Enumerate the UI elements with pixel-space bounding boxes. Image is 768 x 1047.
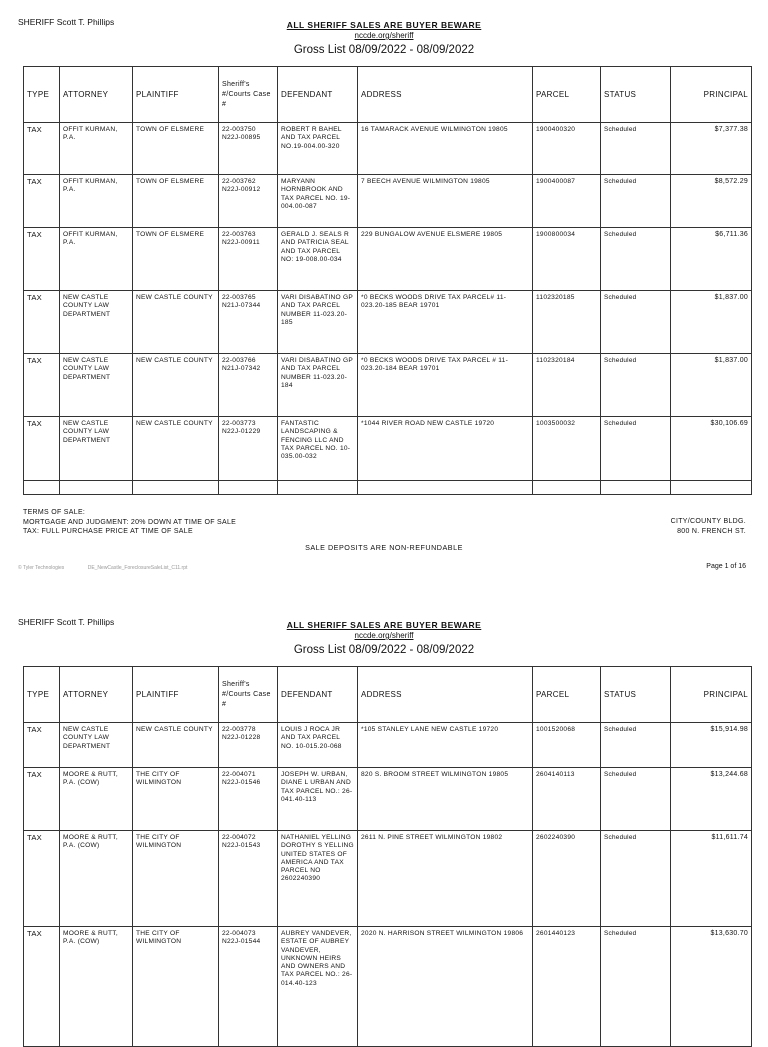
col-status: STATUS <box>601 67 671 123</box>
col-status: STATUS <box>601 667 671 723</box>
cell-principal: $8,572.29 <box>671 175 752 228</box>
cell-address: 229 BUNGALOW AVENUE ELSMERE 19805 <box>358 228 533 291</box>
cell-type: TAX <box>24 354 60 417</box>
col-principal: PRINCIPAL <box>671 667 752 723</box>
col-defendant: DEFENDANT <box>278 67 358 123</box>
terms-of-sale <box>23 508 236 537</box>
table-row <box>24 831 752 927</box>
table-row <box>24 927 752 1047</box>
cell-parcel: 1003500032 <box>533 417 601 481</box>
cell-principal: $7,377.38 <box>671 123 752 175</box>
cell-attorney: NEW CASTLE COUNTY LAW DEPARTMENT <box>60 354 133 417</box>
table-row <box>24 768 752 831</box>
cell-type: TAX <box>24 831 60 927</box>
sheriff-website-link[interactable]: nccde.org/sheriff <box>354 631 414 640</box>
cell-defendant: ROBERT R BAHEL AND TAX PARCEL NO.19-004.00-320 <box>278 123 358 175</box>
cell-plaintiff: THE CITY OF WILMINGTON <box>133 768 219 831</box>
cell-status: Scheduled <box>601 768 671 831</box>
cell-defendant: GERALD J. SEALS R AND PATRICIA SEAL AND TAX PARCEL NO: 19-008.00-034 <box>278 228 358 291</box>
cell-address: 2611 N. PINE STREET WILMINGTON 19802 <box>358 831 533 927</box>
cell-parcel: 1102320185 <box>533 291 601 354</box>
cell-status: Scheduled <box>601 228 671 291</box>
cell-address: 2020 N. HARRISON STREET WILMINGTON 19806 <box>358 927 533 1047</box>
cell-status: Scheduled <box>601 291 671 354</box>
cell-attorney: MOORE & RUTT, P.A. (COW) <box>60 831 133 927</box>
table-row <box>24 123 752 175</box>
cell-case: 22-004072 N22J-01543 <box>219 831 278 927</box>
cell-defendant: FANTASTIC LANDSCAPING & FENCING LLC AND TAX PARCEL NO. 10-035.00-032 <box>278 417 358 481</box>
cell-type: TAX <box>24 123 60 175</box>
cell-parcel: 1900800034 <box>533 228 601 291</box>
cell-address: *0 BECKS WOODS DRIVE TAX PARCEL # 11-023.20-184 BEAR 19701 <box>358 354 533 417</box>
cell-parcel: 1102320184 <box>533 354 601 417</box>
sales-table <box>23 666 752 1047</box>
cell-address: 820 S. BROOM STREET WILMINGTON 19805 <box>358 768 533 831</box>
cell-attorney: OFFIT KURMAN, P.A. <box>60 175 133 228</box>
cell-address: *1044 RIVER ROAD NEW CASTLE 19720 <box>358 417 533 481</box>
cell-parcel: 2604140113 <box>533 768 601 831</box>
table-row <box>24 291 752 354</box>
cell-attorney: NEW CASTLE COUNTY LAW DEPARTMENT <box>60 417 133 481</box>
cell-defendant: LOUIS J ROCA JR AND TAX PARCEL NO. 10-015.20-068 <box>278 723 358 768</box>
cell-defendant: NATHANIEL YELLING DOROTHY S YELLING UNITED STATES OF AMERICA AND TAX PARCEL NO 2602240390 <box>278 831 358 927</box>
table-row <box>24 723 752 768</box>
report-page-2 <box>0 600 768 1024</box>
cell-address: 7 BEECH AVENUE WILMINGTON 19805 <box>358 175 533 228</box>
cell-case: 22-003766 N21J-07342 <box>219 354 278 417</box>
cell-case: 22-003763 N22J-00911 <box>219 228 278 291</box>
table-header-row <box>24 67 752 123</box>
cell-status: Scheduled <box>601 831 671 927</box>
cell-plaintiff: NEW CASTLE COUNTY <box>133 723 219 768</box>
cell-type: TAX <box>24 417 60 481</box>
cell-defendant: MARYANN HORNBROOK AND TAX PARCEL NO. 19-004.00-087 <box>278 175 358 228</box>
cell-parcel: 1900400320 <box>533 123 601 175</box>
sales-table <box>23 66 752 495</box>
page-number: Page 1 of 16 <box>706 563 746 570</box>
table-header-row <box>24 667 752 723</box>
table-row <box>24 175 752 228</box>
buyer-beware-title: ALL SHERIFF SALES ARE BUYER BEWARE <box>286 20 482 30</box>
cell-address: *105 STANLEY LANE NEW CASTLE 19720 <box>358 723 533 768</box>
cell-principal: $30,106.69 <box>671 417 752 481</box>
cell-plaintiff: NEW CASTLE COUNTY <box>133 354 219 417</box>
cell-type: TAX <box>24 291 60 354</box>
location-line: 800 N. FRENCH ST. <box>677 527 746 535</box>
cell-attorney: MOORE & RUTT, P.A. (COW) <box>60 768 133 831</box>
footer-copyright: © Tyler Technologies <box>18 565 65 571</box>
report-footer <box>18 565 209 571</box>
gross-list-title: Gross List 08/09/2022 - 08/09/2022 <box>293 644 475 656</box>
cell-case: 22-004073 N22J-01544 <box>219 927 278 1047</box>
cell-case: 22-003778 N22J-01228 <box>219 723 278 768</box>
cell-attorney: OFFIT KURMAN, P.A. <box>60 123 133 175</box>
cell-plaintiff: THE CITY OF WILMINGTON <box>133 831 219 927</box>
cell-status: Scheduled <box>601 354 671 417</box>
sheriff-name: SHERIFF Scott T. Phillips <box>18 617 115 627</box>
cell-status: Scheduled <box>601 927 671 1047</box>
cell-defendant: AUBREY VANDEVER, ESTATE OF AUBREY VANDEVER, UNKNOWN HEIRS AND OWNERS AND TAX PARCEL NO.: 26-014.40-123 <box>278 927 358 1047</box>
cell-type: TAX <box>24 723 60 768</box>
cell-principal: $1,837.00 <box>671 354 752 417</box>
cell-status: Scheduled <box>601 723 671 768</box>
location-line: CITY/COUNTY BLDG. <box>670 518 746 525</box>
cell-address: 16 TAMARACK AVENUE WILMINGTON 19805 <box>358 123 533 175</box>
cell-attorney: NEW CASTLE COUNTY LAW DEPARTMENT <box>60 291 133 354</box>
col-plaintiff: PLAINTIFF <box>133 667 219 723</box>
table-row <box>24 228 752 291</box>
cell-plaintiff: NEW CASTLE COUNTY <box>133 291 219 354</box>
col-case: Sheriff's #/Courts Case # <box>219 667 278 723</box>
col-case: Sheriff's #/Courts Case # <box>219 67 278 123</box>
table-row <box>24 417 752 481</box>
col-principal: PRINCIPAL <box>671 67 752 123</box>
col-defendant: DEFENDANT <box>278 667 358 723</box>
cell-parcel: 1900400087 <box>533 175 601 228</box>
cell-plaintiff: NEW CASTLE COUNTY <box>133 417 219 481</box>
cell-principal: $11,611.74 <box>671 831 752 927</box>
cell-plaintiff: TOWN OF ELSMERE <box>133 123 219 175</box>
cell-parcel: 2601440123 <box>533 927 601 1047</box>
sheriff-website-link[interactable]: nccde.org/sheriff <box>354 31 414 40</box>
sheriff-name: SHERIFF Scott T. Phillips <box>18 17 115 27</box>
cell-principal: $13,244.68 <box>671 768 752 831</box>
cell-defendant: JOSEPH W. URBAN, DIANE L URBAN AND TAX PARCEL NO.: 26-041.40-113 <box>278 768 358 831</box>
terms-line: MORTGAGE AND JUDGMENT: 20% DOWN AT TIME OF SALE <box>23 518 237 526</box>
col-parcel: PARCEL <box>533 67 601 123</box>
cell-defendant: VARI DISABATINO GP AND TAX PARCEL NUMBER 11-023.20-185 <box>278 291 358 354</box>
col-address: ADDRESS <box>358 667 533 723</box>
cell-case: 22-003765 N21J-07344 <box>219 291 278 354</box>
cell-type: TAX <box>24 175 60 228</box>
cell-status: Scheduled <box>601 123 671 175</box>
col-type: TYPE <box>24 67 60 123</box>
cell-parcel: 1001520068 <box>533 723 601 768</box>
col-attorney: ATTORNEY <box>60 667 133 723</box>
sale-location <box>671 517 746 536</box>
cell-type: TAX <box>24 228 60 291</box>
deposit-notice: SALE DEPOSITS ARE NON-REFUNDABLE <box>305 543 463 552</box>
col-address: ADDRESS <box>358 67 533 123</box>
col-type: TYPE <box>24 667 60 723</box>
cell-defendant: VARI DISABATINO GP AND TAX PARCEL NUMBER 11-023.20-184 <box>278 354 358 417</box>
cell-case: 22-003773 N22J-01229 <box>219 417 278 481</box>
cell-plaintiff: THE CITY OF WILMINGTON <box>133 927 219 1047</box>
cell-principal: $15,914.98 <box>671 723 752 768</box>
terms-line: TAX: FULL PURCHASE PRICE AT TIME OF SALE <box>23 528 193 535</box>
cell-address: *0 BECKS WOODS DRIVE TAX PARCEL# 11-023.20-185 BEAR 19701 <box>358 291 533 354</box>
col-parcel: PARCEL <box>533 667 601 723</box>
gross-list-title: Gross List 08/09/2022 - 08/09/2022 <box>293 44 475 56</box>
cell-type: TAX <box>24 768 60 831</box>
table-row <box>24 354 752 417</box>
cell-principal: $6,711.36 <box>671 228 752 291</box>
cell-attorney: NEW CASTLE COUNTY LAW DEPARTMENT <box>60 723 133 768</box>
cell-attorney: OFFIT KURMAN, P.A. <box>60 228 133 291</box>
cell-case: 22-003750 N22J-00895 <box>219 123 278 175</box>
cell-type: TAX <box>24 927 60 1047</box>
cell-plaintiff: TOWN OF ELSMERE <box>133 228 219 291</box>
cell-principal: $13,630.70 <box>671 927 752 1047</box>
cell-principal: $1,837.00 <box>671 291 752 354</box>
cell-parcel: 2602240390 <box>533 831 601 927</box>
cell-status: Scheduled <box>601 175 671 228</box>
col-plaintiff: PLAINTIFF <box>133 67 219 123</box>
table-row-empty <box>24 481 752 495</box>
terms-line: TERMS OF SALE: <box>23 509 86 516</box>
cell-case: 22-004071 N22J-01546 <box>219 768 278 831</box>
buyer-beware-title: ALL SHERIFF SALES ARE BUYER BEWARE <box>286 620 482 630</box>
cell-plaintiff: TOWN OF ELSMERE <box>133 175 219 228</box>
cell-case: 22-003762 N22J-00912 <box>219 175 278 228</box>
cell-attorney: MOORE & RUTT, P.A. (COW) <box>60 927 133 1047</box>
cell-status: Scheduled <box>601 417 671 481</box>
footer-report-name: DE_NewCastle_ForeclosureSaleList_C11.rpt <box>87 565 188 571</box>
col-attorney: ATTORNEY <box>60 67 133 123</box>
